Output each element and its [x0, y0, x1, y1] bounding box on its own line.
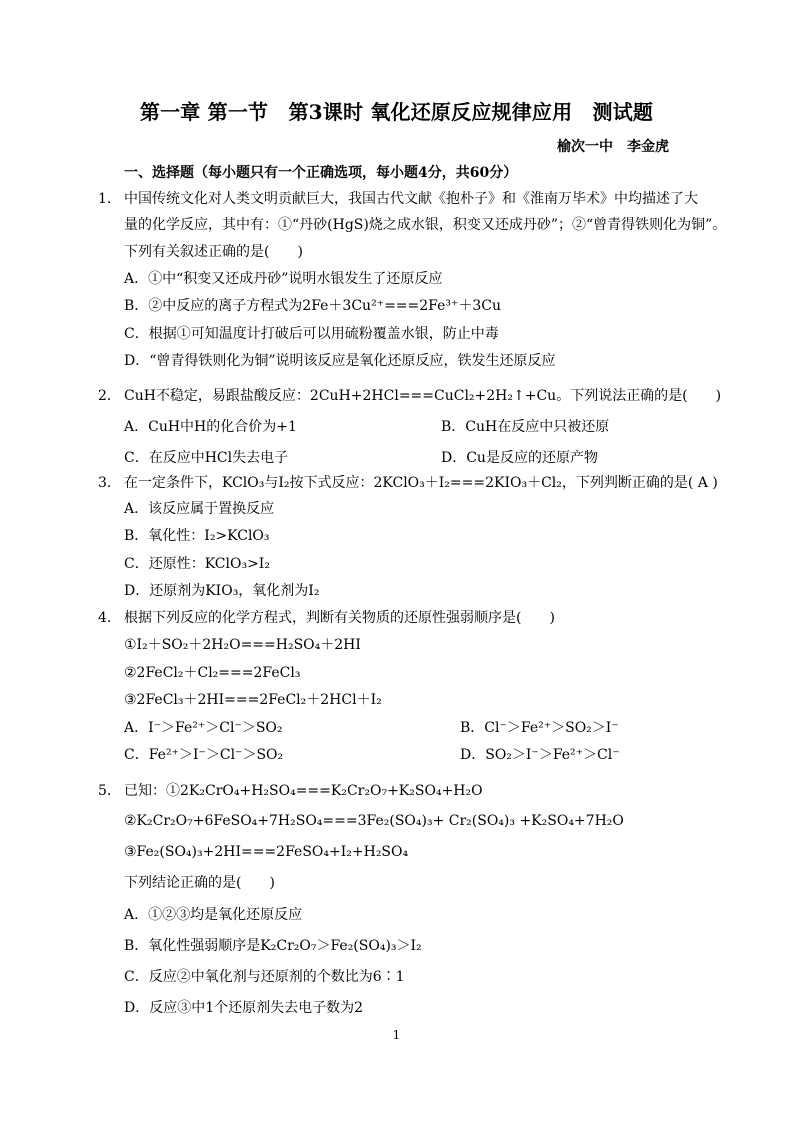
question-2-option-b: B．CuH在反应中只被还原	[441, 419, 610, 435]
question-1-option-a: A．①中“积变又还成丹砂”说明水银发生了还原反应	[124, 271, 443, 287]
question-5-option-c: C．反应②中氧化剂与还原剂的个数比为6∶1	[124, 969, 405, 985]
question-4-number: 4．	[98, 610, 121, 626]
question-2-option-a: A．CuH中H的化合价为+1	[124, 419, 297, 435]
author-line: 榆次一中 李金虎	[557, 139, 669, 155]
question-2-number: 2．	[98, 388, 121, 404]
question-1-number: 1．	[98, 191, 121, 207]
question-1-option-d: D．“曾青得铁则化为铜”说明该反应是氧化还原反应，铁发生还原反应	[124, 353, 556, 369]
question-4-option-a: A．I⁻＞Fe²⁺＞Cl⁻＞SO₂	[124, 720, 283, 736]
question-4-equation-1: ①I₂＋SO₂＋2H₂O===H₂SO₄＋2HI	[124, 637, 361, 653]
section-heading: 一、选择题（每小题只有一个正确选项，每小题4分，共60分）	[124, 165, 518, 181]
question-3-option-c: C．还原性：KClO₃>I₂	[124, 556, 270, 572]
question-3-option-b: B．氧化性：I₂>KClO₃	[124, 528, 270, 544]
question-3-option-d: D．还原剂为KIO₃，氧化剂为I₂	[124, 583, 320, 599]
question-3-number: 3．	[98, 475, 121, 491]
question-1-line-2: 量的化学反应，其中有：①“丹砂(HgS)烧之成水银，积变又还成丹砂”；②“曾青得铁则化为铜”。	[124, 217, 727, 233]
question-1-option-c: C．根据①可知温度计打破后可以用硫粉覆盖水银，防止中毒	[124, 326, 499, 342]
question-4-equation-2: ②2FeCl₂＋Cl₂===2FeCl₃	[124, 665, 301, 681]
question-4-option-d: D．SO₂＞I⁻＞Fe²⁺＞Cl⁻	[460, 747, 620, 763]
question-4-option-c: C．Fe²⁺＞I⁻＞Cl⁻＞SO₂	[124, 747, 284, 763]
question-5-stem: 已知：①2K₂CrO₄+H₂SO₄===K₂Cr₂O₇+K₂SO₄+H₂O	[124, 783, 483, 799]
page-title: 第一章 第一节 第3课时 氧化还原反应规律应用 测试题	[139, 100, 654, 124]
question-5-equation-3: ③Fe₂(SO₄)₃+2HI===2FeSO₄+I₂+H₂SO₄	[124, 844, 409, 860]
question-4-option-b: B．Cl⁻＞Fe²⁺＞SO₂＞I⁻	[460, 720, 619, 736]
question-1-stem: 下列有关叙述正确的是( )	[124, 244, 303, 260]
question-5-option-b: B．氧化性强弱顺序是K₂Cr₂O₇＞Fe₂(SO₄)₃＞I₂	[124, 938, 422, 954]
question-5-question: 下列结论正确的是( )	[124, 875, 275, 891]
question-3-stem: 在一定条件下，KClO₃与I₂按下式反应：2KClO₃＋I₂===2KIO₃＋Cl₂，下列判断正确的是( A )	[124, 475, 718, 491]
question-5-number: 5．	[98, 783, 121, 799]
question-5-option-a: A．①②③均是氧化还原反应	[124, 907, 303, 923]
question-5-equation-2: ②K₂Cr₂O₇+6FeSO₄+7H₂SO₄===3Fe₂(SO₄)₃+ Cr₂(SO₄)₃ +K₂SO₄+7H₂O	[124, 813, 624, 829]
question-2-stem: CuH不稳定，易跟盐酸反应：2CuH+2HCl===CuCl₂+2H₂↑+Cu。下列说法正确的是( )	[124, 388, 722, 404]
question-4-equation-3: ③2FeCl₃＋2HI===2FeCl₂＋2HCl＋I₂	[124, 692, 382, 708]
question-4-stem: 根据下列反应的化学方程式，判断有关物质的还原性强弱顺序是( )	[124, 610, 555, 626]
question-2-option-c: C．在反应中HCl失去电子	[124, 450, 289, 466]
question-3-option-a: A．该反应属于置换反应	[124, 501, 275, 517]
question-2-option-d: D．Cu是反应的还原产物	[441, 450, 598, 466]
question-1-line-1: 中国传统文化对人类文明贡献巨大，我国古代文献《抱朴子》和《淮南万毕术》中均描述了大	[124, 191, 698, 207]
page-number: 1	[392, 1028, 401, 1042]
question-1-option-b: B．②中反应的离子方程式为2Fe＋3Cu²⁺===2Fe³⁺＋3Cu	[124, 298, 502, 314]
question-5-option-d: D．反应③中1个还原剂失去电子数为2	[124, 1000, 364, 1016]
